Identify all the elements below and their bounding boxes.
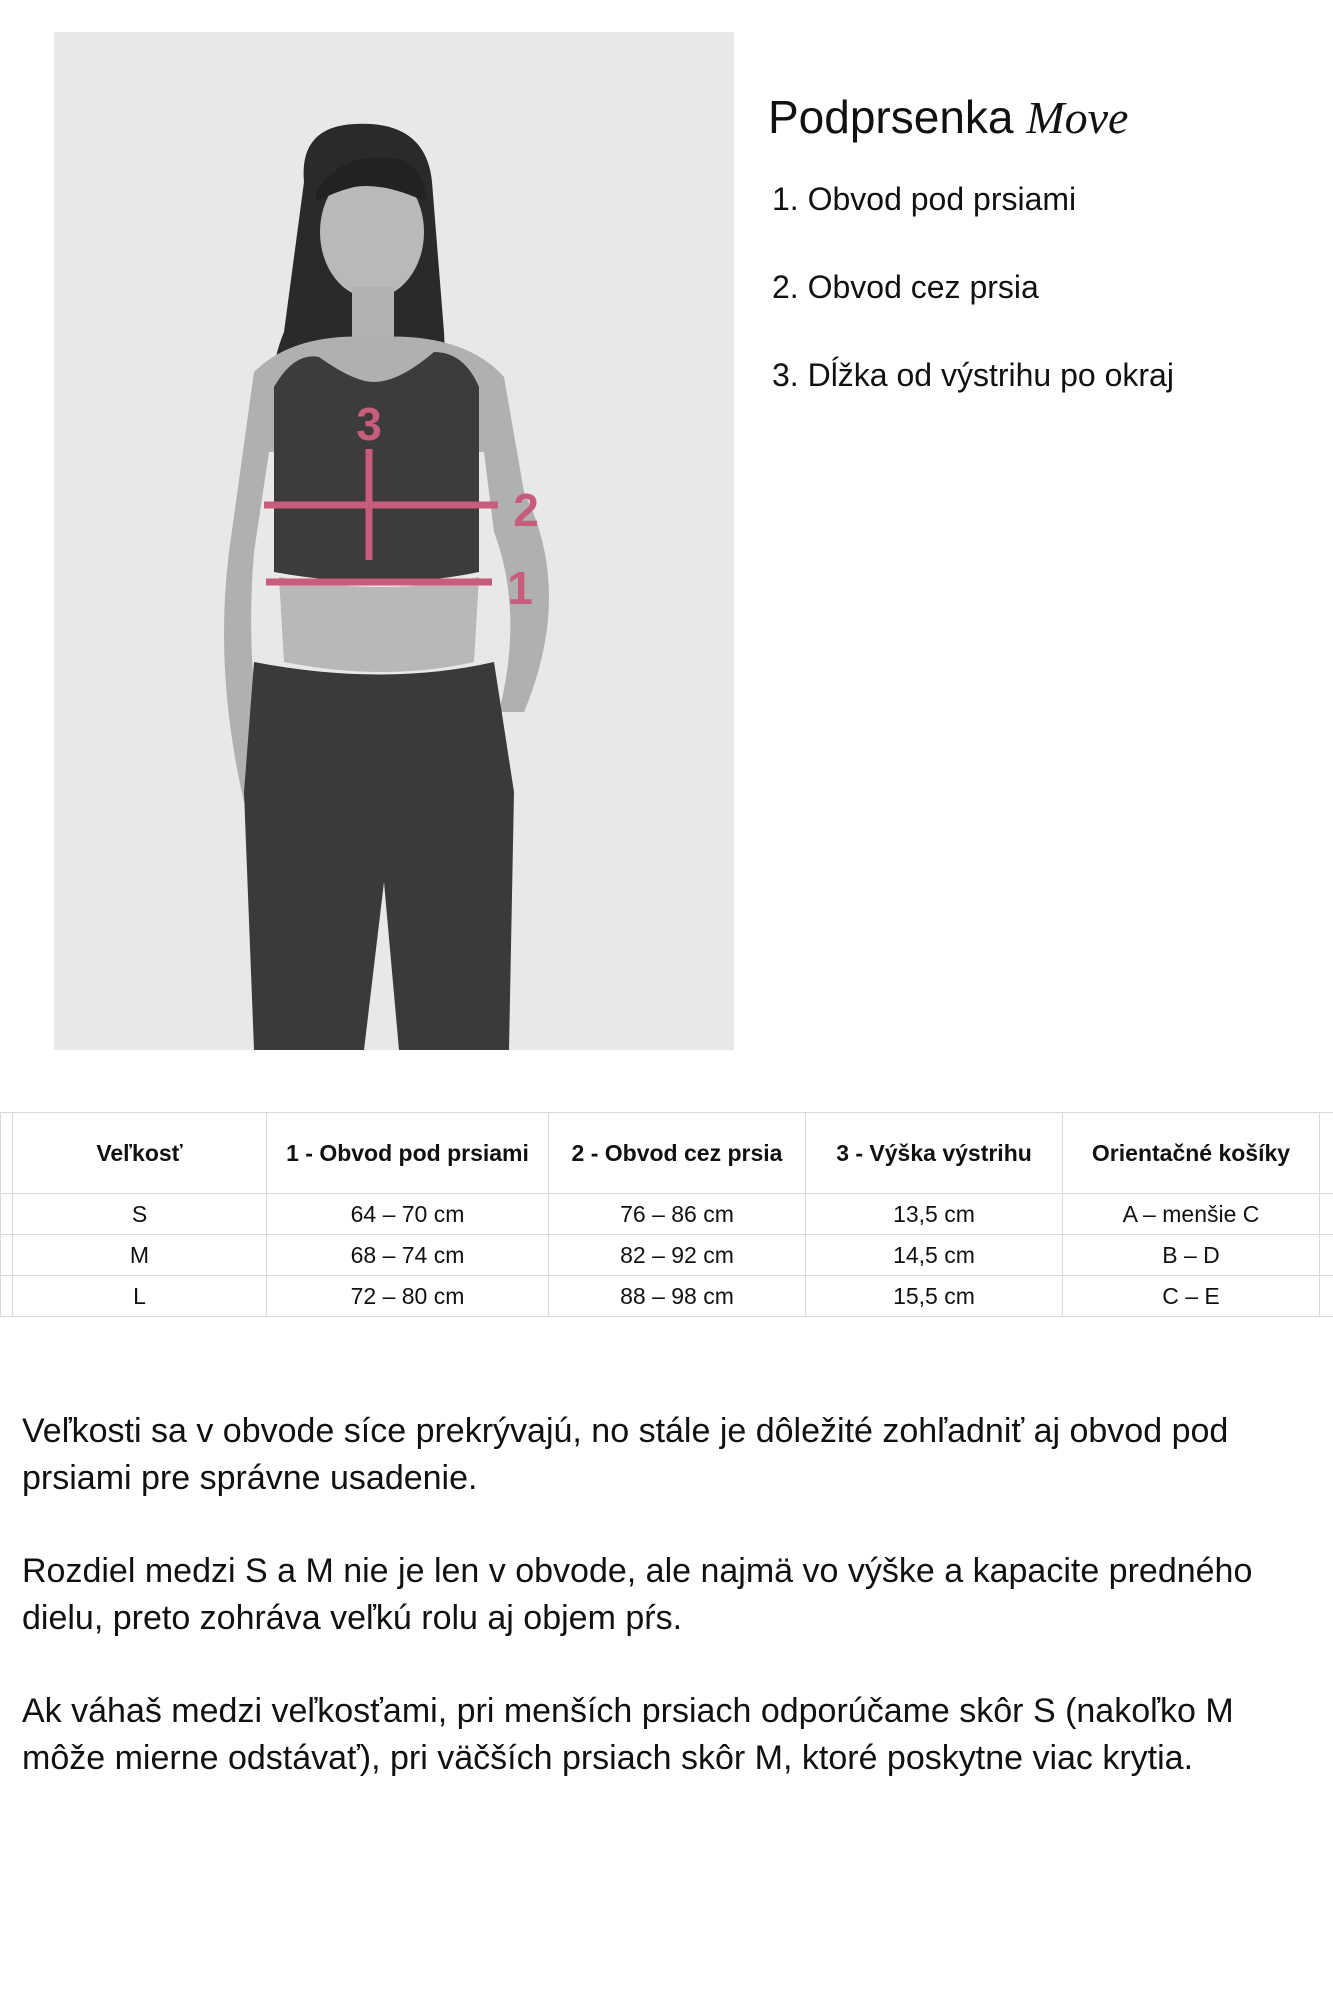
table-cell: 68 – 74 cm <box>267 1235 549 1276</box>
table-cell: S <box>13 1194 267 1235</box>
col-header: Orientačné košíky <box>1063 1113 1320 1194</box>
table-cell: C – E <box>1063 1276 1320 1317</box>
table-row <box>1 1276 1333 1317</box>
table-cell: 88 – 98 cm <box>549 1276 806 1317</box>
table-cell: 14,5 cm <box>806 1235 1063 1276</box>
table-cell: 13,5 cm <box>806 1194 1063 1235</box>
table-edge <box>1 1276 13 1317</box>
legend-item-2: 2. Obvod cez prsia <box>772 269 1039 305</box>
table-header-row <box>1 1113 1333 1194</box>
table-edge <box>1320 1194 1333 1235</box>
note-difference: Rozdiel medzi S a M nie je len v obvode, ale najmä vo výške a kapacite predného dielu, preto zohráva veľkú rolu aj objem pŕs. <box>22 1552 1253 1637</box>
product-title <box>768 90 1128 144</box>
table-edge <box>1 1113 13 1194</box>
marker-1: 1 <box>507 562 533 614</box>
measure-legend <box>772 170 1174 434</box>
product-photo <box>54 32 734 1050</box>
table-cell: A – menšie C <box>1063 1194 1320 1235</box>
table-edge <box>1320 1276 1333 1317</box>
col-header: 2 - Obvod cez prsia <box>549 1113 806 1194</box>
table-row <box>1 1235 1333 1276</box>
size-table <box>0 1112 1333 1317</box>
col-header: 3 - Výška výstrihu <box>806 1113 1063 1194</box>
legend-item-1: 1. Obvod pod prsiami <box>772 181 1077 217</box>
col-header: Veľkosť <box>13 1113 267 1194</box>
table-cell: L <box>13 1276 267 1317</box>
table-edge <box>1 1235 13 1276</box>
model-figure <box>54 32 734 1050</box>
table-edge <box>1320 1235 1333 1276</box>
col-header: 1 - Obvod pod prsiami <box>267 1113 549 1194</box>
marker-3: 3 <box>356 398 382 450</box>
legend-item-3: 3. Dĺžka od výstrihu po okraj <box>772 357 1174 393</box>
title-style: Move <box>1026 92 1129 143</box>
note-overlap: Veľkosti sa v obvode síce prekrývajú, no stále je dôležité zohľadniť aj obvod pod prsiami pre správne usadenie. <box>22 1412 1229 1497</box>
table-row <box>1 1194 1333 1235</box>
table-edge <box>1320 1113 1333 1194</box>
table-cell: 72 – 80 cm <box>267 1276 549 1317</box>
marker-2: 2 <box>513 484 539 536</box>
table-cell: B – D <box>1063 1235 1320 1276</box>
table-cell: 15,5 cm <box>806 1276 1063 1317</box>
table-edge <box>1 1194 13 1235</box>
table-cell: 82 – 92 cm <box>549 1235 806 1276</box>
table-cell: 76 – 86 cm <box>549 1194 806 1235</box>
title-main: Podprsenka <box>768 91 1014 143</box>
table-cell: 64 – 70 cm <box>267 1194 549 1235</box>
note-recommendation: Ak váhaš medzi veľkosťami, pri menších prsiach odporúčame skôr S (nakoľko M môže mierne odstávať), pri väčších prsiach skôr M, ktoré poskytne viac krytia. <box>22 1692 1234 1777</box>
table-cell: M <box>13 1235 267 1276</box>
